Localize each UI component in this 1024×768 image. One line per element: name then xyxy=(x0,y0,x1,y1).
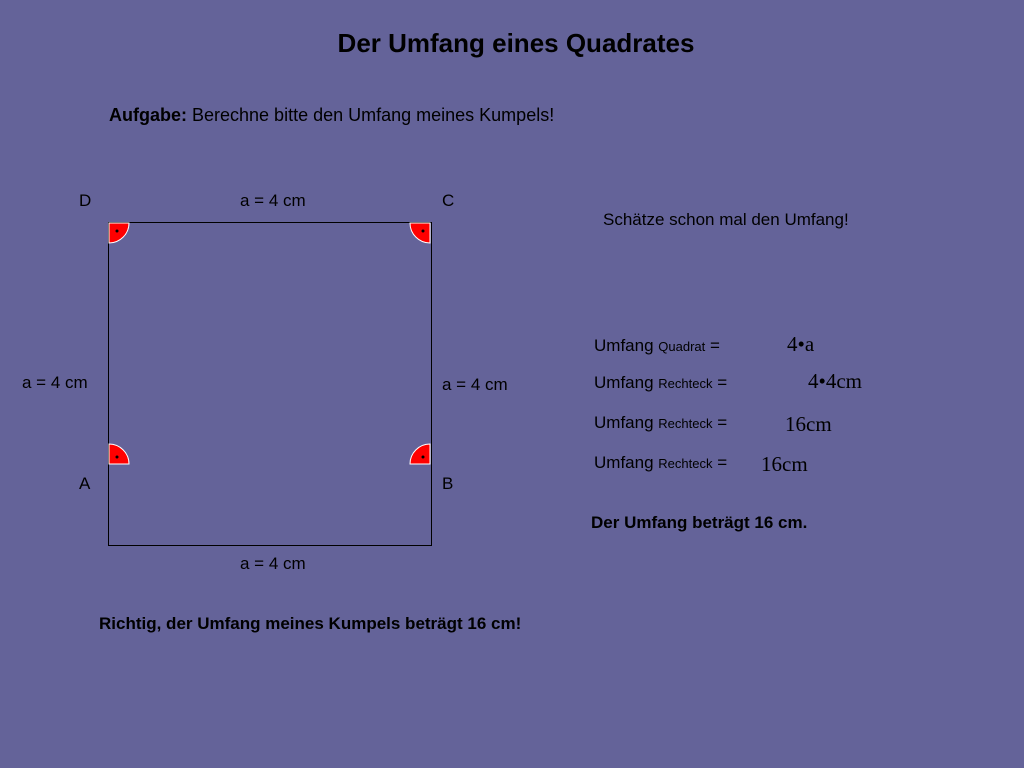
formula-label: Umfang xyxy=(594,413,654,432)
task-prefix: Aufgabe: xyxy=(109,105,187,125)
formula-equals: = xyxy=(717,373,728,392)
result-text: Der Umfang beträgt 16 cm. xyxy=(591,513,808,532)
task-text xyxy=(109,105,554,126)
formula-row-2 xyxy=(594,373,727,393)
formula-row-3 xyxy=(594,413,727,433)
side-label-right: a = 4 cm xyxy=(442,375,508,394)
formula-value-2: 4•4cm xyxy=(808,369,863,393)
estimate-prompt: Schätze schon mal den Umfang! xyxy=(603,210,849,229)
formula-label: Umfang xyxy=(594,373,654,392)
formula-equals: = xyxy=(717,413,728,432)
corner-label-c: C xyxy=(442,191,455,210)
formula-label: Umfang xyxy=(594,453,654,472)
side-label-bottom: a = 4 cm xyxy=(240,554,306,573)
formula-equals: = xyxy=(717,453,728,472)
conclusion-text: Richtig, der Umfang meines Kumpels beträgt 16 cm! xyxy=(99,614,522,633)
formula-subscript: Rechteck xyxy=(658,456,713,471)
side-label-top: a = 4 cm xyxy=(240,191,306,210)
formula-subscript: Rechteck xyxy=(658,376,713,391)
formula-subscript: Rechteck xyxy=(658,416,713,431)
formula-value-3: 16cm xyxy=(785,412,832,436)
formula-label: Umfang xyxy=(594,336,654,355)
right-angle-marker-b xyxy=(410,444,430,464)
right-angle-marker-c xyxy=(410,223,430,243)
page-title: Der Umfang eines Quadrates xyxy=(337,28,695,58)
formula-row-1 xyxy=(594,336,720,356)
formula-equals: = xyxy=(709,336,720,355)
right-angle-marker-d xyxy=(109,223,129,243)
formula-subscript: Quadrat xyxy=(658,339,706,354)
corner-label-d: D xyxy=(79,191,92,210)
corner-label-a: A xyxy=(79,474,91,493)
formula-value-1: 4•a xyxy=(787,332,815,356)
right-angle-marker-a xyxy=(109,444,129,464)
corner-label-b: B xyxy=(442,474,454,493)
side-label-left: a = 4 cm xyxy=(22,373,88,392)
formula-row-4 xyxy=(594,453,727,473)
formula-value-4: 16cm xyxy=(761,452,808,476)
square-shape xyxy=(108,222,432,546)
task-body: Berechne bitte den Umfang meines Kumpels! xyxy=(187,105,555,125)
